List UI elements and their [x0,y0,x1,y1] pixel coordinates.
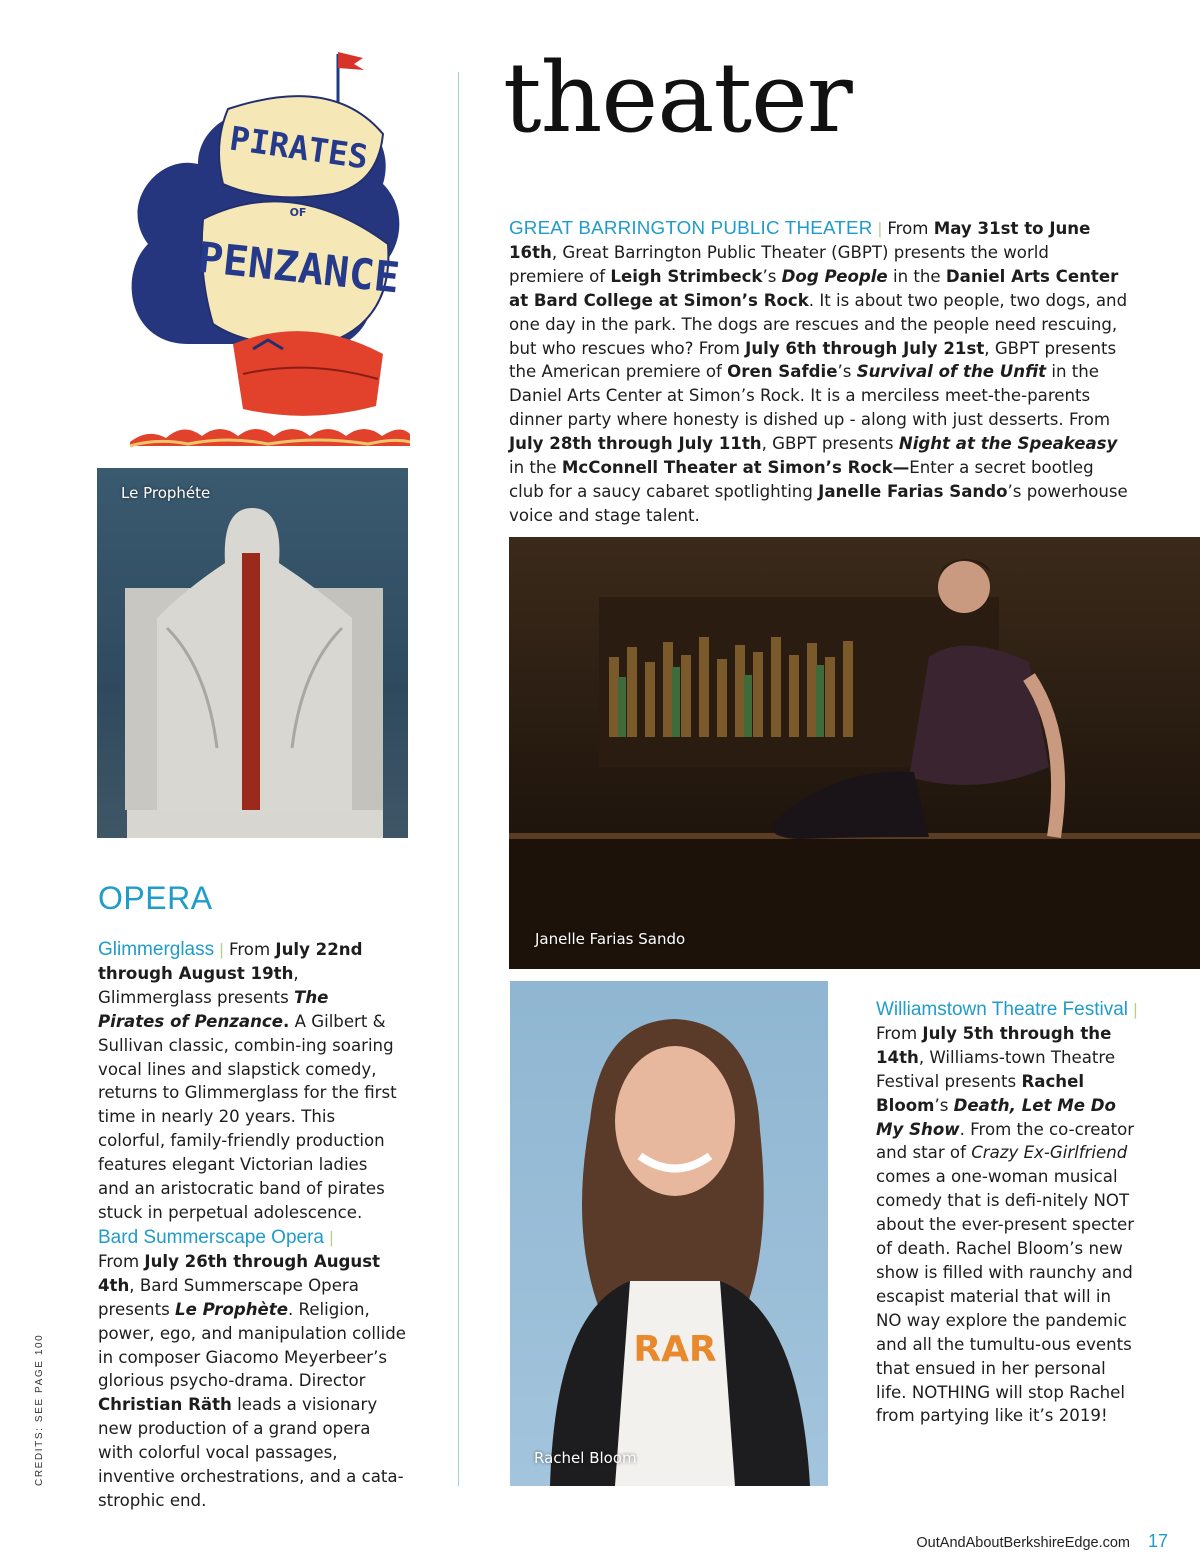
text: in the [509,458,562,478]
text: , GBPT presents the American premiere of [509,338,1117,382]
person-name: Christian Räth [98,1395,232,1415]
gbpt-article [509,216,1129,528]
date-range: July 5th through the 14th [876,1023,1112,1067]
rachel-portrait [510,981,828,1486]
person-name: Rachel Bloom [876,1071,1085,1115]
column-divider [458,72,459,1486]
text: From [98,1251,145,1271]
text: . It is about two people, two dogs, and one day in the park. The dogs are rescues and the people need rescuing, but who rescues who? From [509,290,1128,358]
caption-janelle: Janelle Farias Sando [535,930,686,948]
person-name: Janelle Farias Sando [818,481,1008,501]
text: . Religion, power, ego, and manipulation collide in composer Giacomo Meyerbeer’s glorious psycho-drama. Director [98,1299,406,1391]
text: From [223,940,276,959]
gbpt-divider: | [877,219,883,238]
text: , Bard Summerscape Opera presents [98,1275,359,1319]
section-title: theater [503,42,852,154]
williamstown-article [876,998,1138,1428]
shirt-graphic: RAR [633,1329,717,1370]
bard-heading: Bard Summerscape Opera [98,1227,324,1248]
williamstown-divider: | [1133,1000,1138,1019]
person-name: Leigh Strimbeck [610,266,763,286]
le-prophete-figure [97,468,408,838]
text: ’s [837,362,857,382]
venue-name: McConnell Theater at Simon’s Rock— [561,458,910,478]
rachel-bloom-photo [510,981,828,1486]
text: in the Daniel Arts Center at Simon’s Rock. It is a merciless meet-the-parents dinner party where honesty is dished up - along with just desserts. From [509,362,1111,430]
bard-summerscape-article [98,1226,408,1513]
page-number: 17 [1147,1531,1168,1551]
gbpt-heading: GREAT BARRINGTON PUBLIC THEATER [509,217,873,238]
show-title: The Pirates of Penzance [98,987,329,1031]
glimmerglass-article [98,938,398,1225]
date-range: July 26th through August 4th [98,1251,381,1295]
williamstown-heading: Williamstown Theatre Festival [876,999,1129,1020]
poster-title-line3: PENZANCE [195,232,402,303]
glimmerglass-heading: Glimmerglass [98,939,215,960]
text: . [283,1011,290,1031]
venue-name: Daniel Arts Center at Bard College at Simon’s Rock [509,266,1119,310]
text: ’s [762,266,782,286]
show-title: Night at the Speakeasy [898,434,1118,454]
text: leads a visionary new production of a grand opera with colorful vocal passages, inventive orchestrations, and a cata-strophic end. [98,1395,404,1510]
caption-prophete: Le Prophéte [121,484,211,502]
footer-website: OutAndAboutBerkshireEdge.com [916,1535,1130,1551]
glimmerglass-divider: | [219,940,224,959]
date-range: May 31st to June 16th [509,219,1091,262]
person-name: Oren Safdie [727,362,838,382]
text: ’s powerhouse voice and stage talent. [509,481,1128,525]
bar-scene [509,537,1200,969]
text: , GBPT presents [761,434,899,454]
text: From [876,1023,923,1043]
text: comes a one-woman musical comedy that is defi-nitely NOT about the ever-present specter of death. Rachel Bloom’s new show is filled with raunchy and escapist material that will in NO way explore the pandemic and all the tumultu-ous events that ensued in her personal life. NOTHING will stop Rachel from partying like it’s 2019! [876,1167,1135,1426]
poster-title-line1: PIRATES [227,118,371,177]
text: , Great Barrington Public Theater (GBPT) presents the world premiere of [509,242,1049,286]
show-title: Le Prophète [175,1299,288,1319]
text: A Gilbert & Sullivan classic, combin-ing soaring vocal lines and slapstick comedy, returns to Glimmerglass for the first time in nearly 20 years. This colorful, family-friendly production features elegant Victorian ladies and an aristocratic band of pirates stuck in perpetual adolescence. [98,1011,397,1222]
text: From [882,219,934,238]
janelle-farias-sando-photo [509,537,1200,969]
text: in the [887,266,946,286]
date-range: July 22nd through August 19th [98,940,363,983]
text: , Williams-town Theatre Festival presents [876,1047,1116,1091]
opera-heading: OPERA [98,880,213,916]
show-title: Dog People [781,266,888,286]
photo-credits: CREDITS: SEE PAGE 100 [34,1333,45,1486]
caption-rachel: Rachel Bloom [534,1449,637,1467]
date-range: July 28th through July 11th [509,434,762,454]
date-range: July 6th through July 21st [745,338,985,358]
show-title: Death, Let Me Do My Show [876,1095,1116,1139]
poster-title-line2: OF [289,206,307,219]
text: Enter a secret bootleg club for a saucy cabaret spotlighting [509,458,1094,501]
le-prophete-photo [97,468,408,838]
pirates-poster-illustration [118,44,418,454]
text: , Glimmerglass presents [98,963,299,1007]
show-title: Crazy Ex-Girlfriend [971,1143,1128,1163]
bard-divider: | [329,1228,334,1247]
show-title: Survival of the Unfit [856,362,1047,382]
text: ’s [934,1095,954,1115]
text: . From the co-creator and star of [876,1119,1135,1163]
